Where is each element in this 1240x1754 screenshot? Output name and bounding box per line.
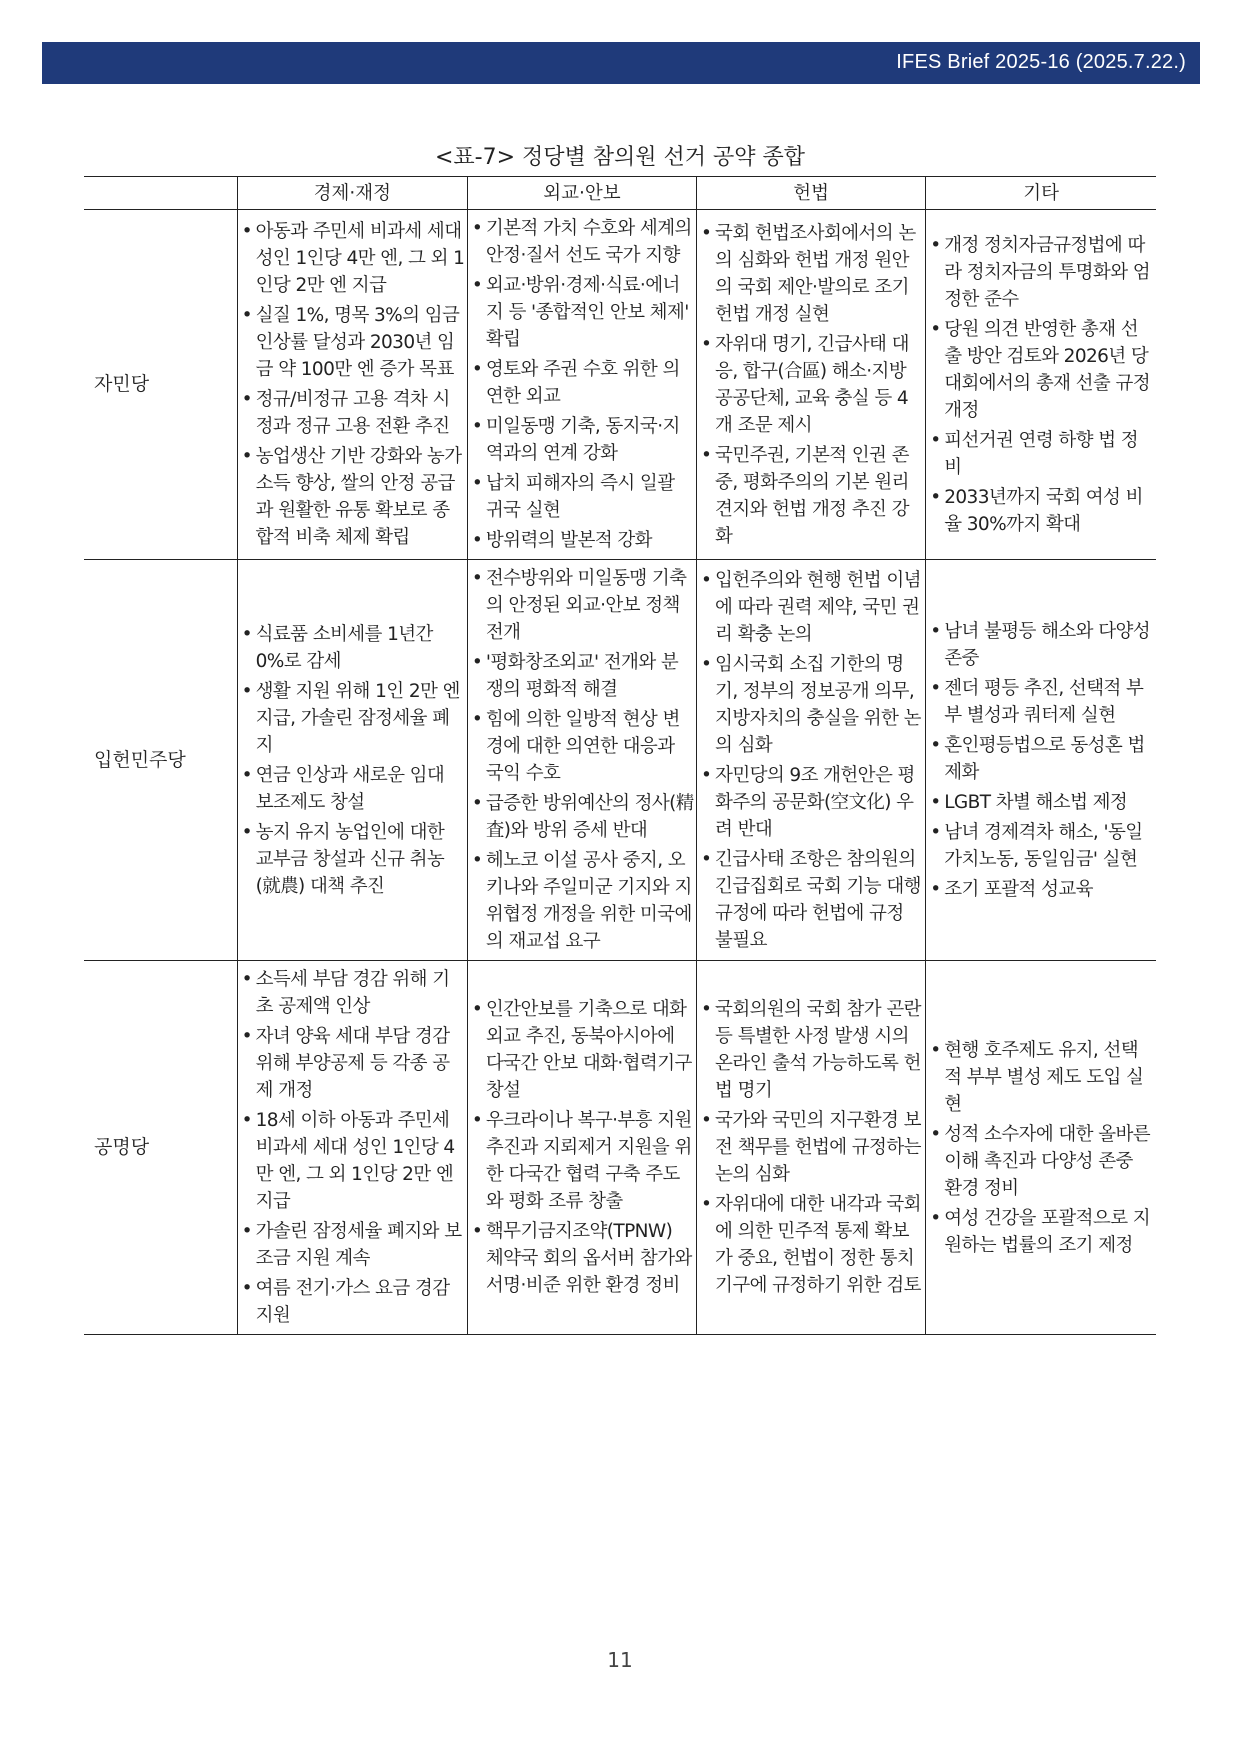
cell-diplomacy-security: [467, 560, 696, 961]
pledge-list: [700, 567, 923, 954]
party-name: 공명당: [84, 961, 237, 1335]
pledge-item: • 18세 이하 아동과 주민세 비과세 세대 성인 1인당 4만 엔, 그 외 1인당 2만 엔 지급: [241, 1107, 465, 1215]
pledge-item: • 농업생산 기반 강화와 농가 소득 향상, 쌀의 안정 공급과 원활한 유통 확보로 종합적 비축 체제 확립: [241, 443, 465, 551]
pledge-item: • 외교·방위·경제·식료·에너지 등 '종합적인 안보 체제' 확립: [471, 272, 694, 353]
cell-constitution: [697, 210, 926, 560]
cell-economy-finance: [237, 210, 467, 560]
pledge-list: [241, 966, 465, 1329]
pledge-item: • 여성 건강을 포괄적으로 지원하는 법률의 조기 제정: [929, 1205, 1154, 1259]
cell-diplomacy-security: [467, 961, 696, 1335]
table-header-row: [84, 177, 1156, 210]
pledge-item: • 전수방위와 미일동맹 기축의 안정된 외교·안보 정책 전개: [471, 565, 694, 646]
pledge-item: • 임시국회 소집 기한의 명기, 정부의 정보공개 의무, 지방자치의 충실을 위한 논의 심화: [700, 651, 923, 759]
pledge-item: • 실질 1%, 명목 3%의 임금 인상률 달성과 2030년 임금 약 100만 엔 증가 목표: [241, 302, 465, 383]
pledge-item: • 납치 피해자의 즉시 일괄 귀국 실현: [471, 470, 694, 524]
party-name: 입헌민주당: [84, 560, 237, 961]
pledge-list: [700, 996, 923, 1299]
pledge-item: • 긴급사태 조항은 참의원의 긴급집회로 국회 기능 대행 규정에 따라 헌법에 규정 불필요: [700, 846, 923, 954]
pledge-item: • 혼인평등법으로 동성혼 법제화: [929, 732, 1154, 786]
table-row-ldp: [84, 210, 1156, 560]
pledge-list: [471, 565, 694, 955]
cell-economy-finance: [237, 560, 467, 961]
pledge-item: • 미일동맹 기축, 동지국·지역과의 연계 강화: [471, 413, 694, 467]
pledge-item: • 여름 전기·가스 요금 경감 지원: [241, 1275, 465, 1329]
pledge-item: • 우크라이나 복구·부흥 지원 추진과 지뢰제거 지원을 위한 다국간 협력 구축 주도와 평화 조류 창출: [471, 1107, 694, 1215]
pledge-list: [471, 996, 694, 1299]
pledge-item: • 생활 지원 위해 1인 2만 엔 지급, 가솔린 잠정세율 폐지: [241, 678, 465, 759]
header-constitution: 헌법: [697, 177, 926, 210]
pledge-item: • 힘에 의한 일방적 현상 변경에 대한 의연한 대응과 국익 수호: [471, 706, 694, 787]
cell-other: [926, 210, 1156, 560]
header-economy-finance: 경제·재정: [237, 177, 467, 210]
table-row-cdp: [84, 560, 1156, 961]
header-party-column: [84, 177, 237, 210]
pledge-item: • '평화창조외교' 전개와 분쟁의 평화적 해결: [471, 649, 694, 703]
pledge-item: • 국회의원의 국회 참가 곤란 등 특별한 사정 발생 시의 온라인 출석 가능하도록 헌법 명기: [700, 996, 923, 1104]
page-number: 11: [607, 1648, 633, 1672]
table-title: <표-7> 정당별 참의원 선거 공약 종합: [434, 145, 806, 170]
pledge-item: • 자위대 명기, 긴급사태 대응, 합구(合區) 해소·지방공공단체, 교육 충실 등 4개 조문 제시: [700, 331, 923, 439]
header-other: 기타: [926, 177, 1156, 210]
pledge-list: [241, 218, 465, 551]
pledge-item: • 농지 유지 농업인에 대한 교부금 창설과 신규 취농(就農) 대책 추진: [241, 819, 465, 900]
pledge-item: • 자녀 양육 세대 부담 경감 위해 부양공제 등 각종 공제 개정: [241, 1023, 465, 1104]
pledge-item: • 성적 소수자에 대한 올바른 이해 촉진과 다양성 존중 환경 정비: [929, 1121, 1154, 1202]
pledge-list: [929, 232, 1154, 538]
party-name: 자민당: [84, 210, 237, 560]
pledge-item: • 조기 포괄적 성교육: [929, 876, 1154, 903]
pledge-list: [700, 220, 923, 550]
pledge-item: • 입헌주의와 현행 헌법 이념에 따라 권력 제약, 국민 권리 확충 논의: [700, 567, 923, 648]
cell-constitution: [697, 560, 926, 961]
pledge-item: • 기본적 가치 수호와 세계의 안정·질서 선도 국가 지향: [471, 215, 694, 269]
header-bar: [42, 42, 1200, 84]
pledge-item: • 개정 정치자금규정법에 따라 정치자금의 투명화와 엄정한 준수: [929, 232, 1154, 313]
pledge-item: • 자위대에 대한 내각과 국회에 의한 민주적 통제 확보가 중요, 헌법이 정한 통치 기구에 규정하기 위한 검토: [700, 1191, 923, 1299]
pledge-list: [929, 1037, 1154, 1259]
pledge-item: • 피선거권 연령 하향 법 정비: [929, 427, 1154, 481]
pledge-item: • 핵무기금지조약(TPNW) 체약국 회의 옵서버 참가와 서명·비준 위한 환경 정비: [471, 1218, 694, 1299]
pledge-item: • 현행 호주제도 유지, 선택적 부부 별성 제도 도입 실현: [929, 1037, 1154, 1118]
pledge-item: • 2033년까지 국회 여성 비율 30%까지 확대: [929, 484, 1154, 538]
pledge-list: [241, 621, 465, 900]
pledge-item: • 국가와 국민의 지구환경 보전 책무를 헌법에 규정하는 논의 심화: [700, 1107, 923, 1188]
cell-other: [926, 961, 1156, 1335]
pledge-item: • 가솔린 잠정세율 폐지와 보조금 지원 계속: [241, 1218, 465, 1272]
pledge-list: [471, 215, 694, 554]
cell-other: [926, 560, 1156, 961]
pledge-item: • 당원 의견 반영한 총재 선출 방안 검토와 2026년 당대회에서의 총재 선출 규정 개정: [929, 316, 1154, 424]
pledge-item: • 식료품 소비세를 1년간 0%로 감세: [241, 621, 465, 675]
header-diplomacy-security: 외교·안보: [467, 177, 696, 210]
table-row-komeito: [84, 961, 1156, 1335]
pledge-item: • 정규/비정규 고용 격차 시정과 정규 고용 전환 추진: [241, 386, 465, 440]
pledge-summary-table: [84, 176, 1156, 1335]
pledge-item: • 영토와 주권 수호 위한 의연한 외교: [471, 356, 694, 410]
pledge-item: • 방위력의 발본적 강화: [471, 527, 694, 554]
pledge-item: • 헤노코 이설 공사 중지, 오키나와 주일미군 기지와 지위협정 개정을 위한 미국에의 재교섭 요구: [471, 847, 694, 955]
pledge-item: • 젠더 평등 추진, 선택적 부부 별성과 쿼터제 실현: [929, 675, 1154, 729]
pledge-item: • 국민주권, 기본적 인권 존중, 평화주의의 기본 원리 견지와 헌법 개정 추진 강화: [700, 442, 923, 550]
brief-header-label: IFES Brief 2025-16 (2025.7.22.): [896, 51, 1186, 73]
pledge-item: • 급증한 방위예산의 정사(精査)와 방위 증세 반대: [471, 790, 694, 844]
pledge-list: [929, 618, 1154, 903]
pledge-item: • 자민당의 9조 개헌안은 평화주의 공문화(空文化) 우려 반대: [700, 762, 923, 843]
pledge-item: • LGBT 차별 해소법 제정: [929, 789, 1154, 816]
pledge-item: • 연금 인상과 새로운 임대 보조제도 창설: [241, 762, 465, 816]
cell-economy-finance: [237, 961, 467, 1335]
cell-diplomacy-security: [467, 210, 696, 560]
pledge-item: • 남녀 경제격차 해소, '동일 가치노동, 동일임금' 실현: [929, 819, 1154, 873]
pledge-item: • 아동과 주민세 비과세 세대 성인 1인당 4만 엔, 그 외 1인당 2만 엔 지급: [241, 218, 465, 299]
pledge-item: • 국회 헌법조사회에서의 논의 심화와 헌법 개정 원안의 국회 제안·발의로 조기 헌법 개정 실현: [700, 220, 923, 328]
pledge-item: • 인간안보를 기축으로 대화 외교 추진, 동북아시아에 다국간 안보 대화·협력기구 창설: [471, 996, 694, 1104]
pledge-item: • 소득세 부담 경감 위해 기초 공제액 인상: [241, 966, 465, 1020]
pledge-item: • 남녀 불평등 해소와 다양성 존중: [929, 618, 1154, 672]
cell-constitution: [697, 961, 926, 1335]
